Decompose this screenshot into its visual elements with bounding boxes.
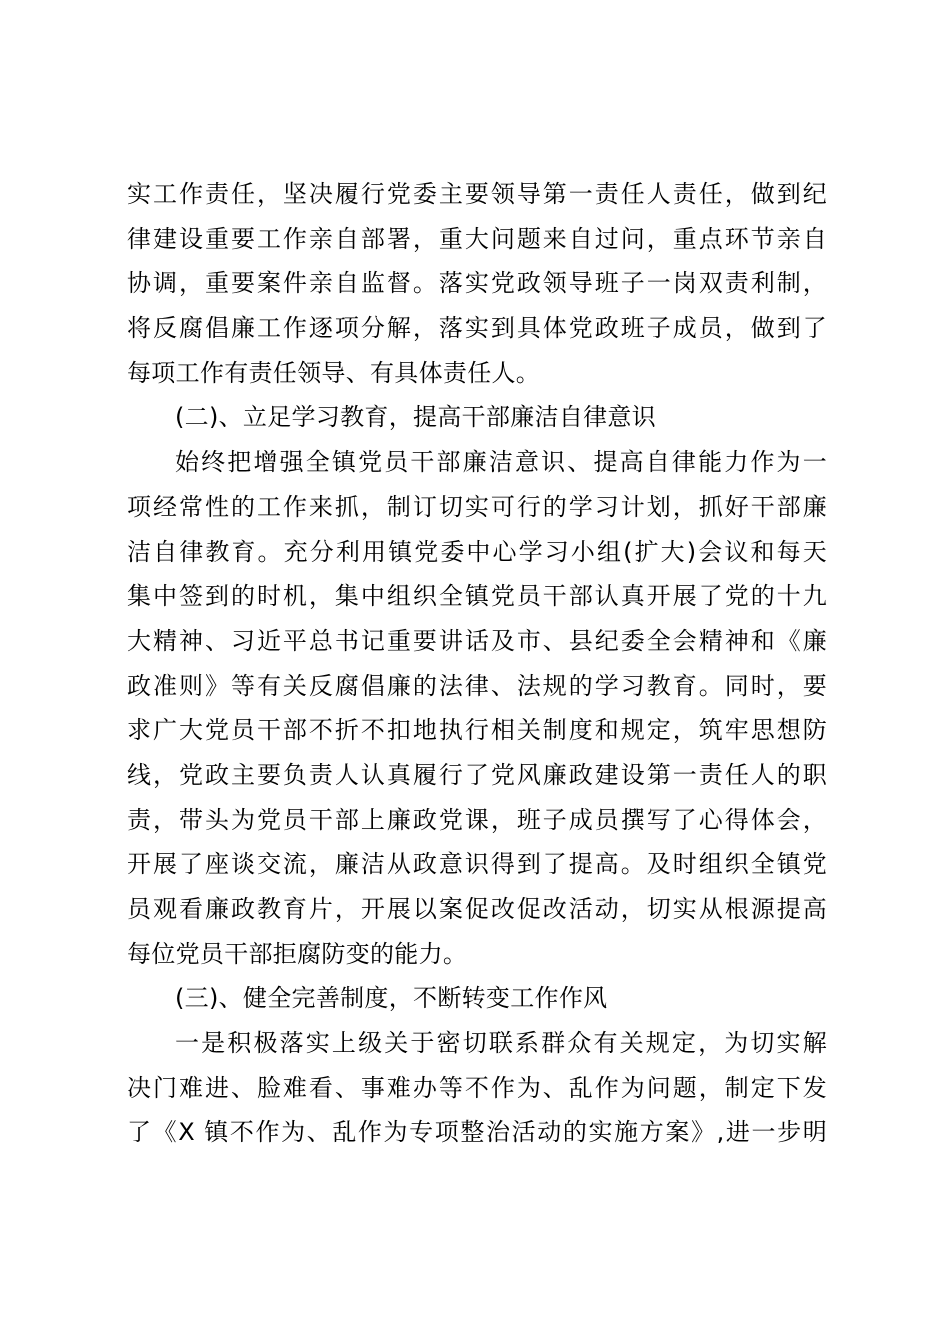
text-line: 始终把增强全镇党员干部廉洁意识、提高自律能力作为一 (175, 448, 827, 477)
text-line: 开展了座谈交流，廉洁从政意识得到了提高。及时组织全镇党 (127, 850, 827, 879)
section-heading (127, 395, 827, 440)
paragraph (127, 172, 827, 395)
text-line: 将反腐倡廉工作逐项分解，落实到具体党政班子成员，做到了 (127, 314, 827, 343)
text-line: 项经常性的工作来抓，制订切实可行的学习计划，抓好干部廉 (127, 492, 827, 521)
text-line: 每项工作有责任领导、有具体责任人。 (127, 358, 541, 387)
text-line: 每位党员干部拒腐防变的能力。 (127, 939, 468, 968)
text-line: 协调，重要案件亲自监督。落实党政领导班子一岗双责利制， (127, 269, 827, 298)
heading-line: (三)、健全完善制度，不断转变工作作风 (175, 984, 608, 1013)
text-line: 责，带头为党员干部上廉政党课，班子成员撰写了心得体会， (127, 805, 827, 834)
text-line: 政准则》等有关反腐倡廉的法律、法规的学习教育。同时，要 (127, 671, 827, 700)
text-line: 员观看廉政教育片，开展以案促改促改活动，切实从根源提高 (127, 895, 827, 923)
text-line: 律建设重要工作亲自部署，重大问题来自过问，重点环节亲自 (127, 224, 827, 253)
text-line: 大精神、习近平总书记重要讲话及市、县纪委全会精神和《廉 (127, 626, 827, 655)
document-body (127, 172, 827, 1155)
text-line: 实工作责任，坚决履行党委主要领导第一责任人责任，做到纪 (127, 180, 827, 208)
text-line: 了《X 镇不作为、乱作为专项整治活动的实施方案》,进一步明 (127, 1118, 827, 1147)
text-line: 线，党政主要负责人认真履行了党风廉政建设第一责任人的职 (127, 760, 827, 789)
section-heading (127, 976, 827, 1021)
paragraph (127, 1021, 827, 1155)
text-line: 求广大党员干部不折不扣地执行相关制度和规定，筑牢思想防 (127, 716, 827, 745)
text-line: 洁自律教育。充分利用镇党委中心学习小组(扩大)会议和每天 (127, 537, 827, 566)
text-line: 一是积极落实上级关于密切联系群众有关规定，为切实解 (175, 1029, 827, 1058)
text-line: 集中签到的时机，集中组织全镇党员干部认真开展了党的十九 (127, 582, 827, 611)
heading-line: (二)、立足学习教育，提高干部廉洁自律意识 (175, 403, 657, 432)
text-line: 决门难进、脸难看、事难办等不作为、乱作为问题，制定下发 (127, 1073, 827, 1102)
paragraph (127, 440, 827, 976)
